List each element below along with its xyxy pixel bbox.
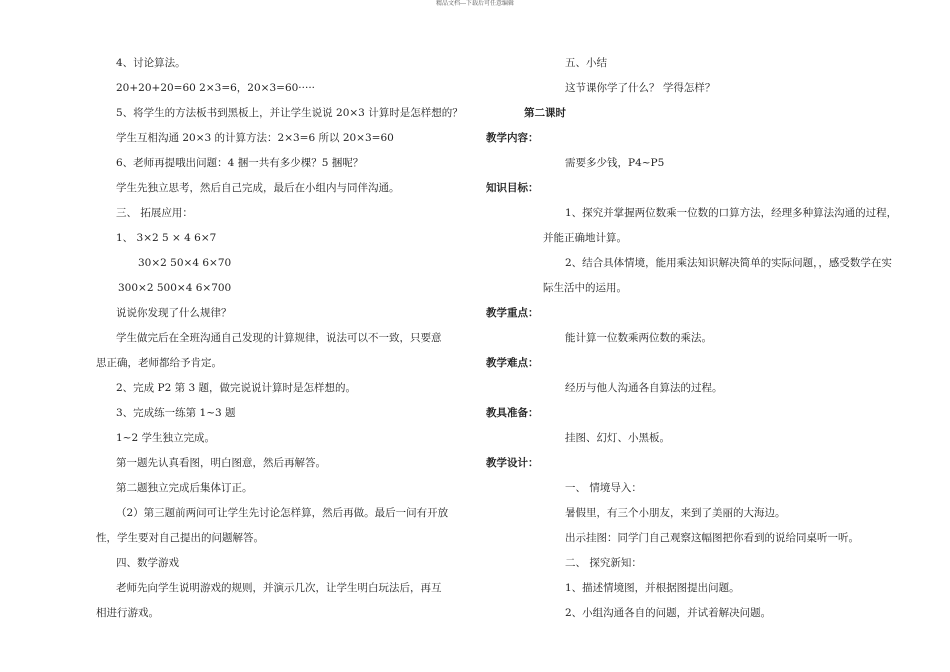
text-line: 学生先独立思考，然后自己完成，最后在小组内与同伴沟通。 bbox=[116, 182, 400, 194]
text-line: 6、老师再提哦出问题：4 捆一共有多少棵？5 捆呢？ bbox=[116, 157, 364, 169]
text-line: 性，学生要对自己提出的问题解答。 bbox=[96, 532, 264, 544]
text-line: 2、完成 P2 第 3 题，做完说说计算时是怎样想的。 bbox=[116, 382, 356, 394]
text-line: 相进行游戏。 bbox=[96, 607, 159, 619]
text-line: 说说你发现了什么规律？ bbox=[116, 307, 232, 319]
text-line: 4、讨论算法。 bbox=[116, 57, 186, 69]
section-heading: 教学设计： bbox=[486, 457, 539, 469]
text-line: 四、数学游戏 bbox=[116, 557, 179, 569]
text-line: 第一题先认真看图，明白图意，然后再解答。 bbox=[116, 457, 326, 469]
text-line: 二、 探究新知： bbox=[565, 557, 642, 569]
section-heading: 教学重点： bbox=[486, 307, 539, 319]
text-line: （2）第三题前两问可让学生先讨论怎样算，然后再做。最后一问有开放 bbox=[116, 507, 449, 519]
text-line: 2、小组沟通各自的问题，并试着解决问题。 bbox=[565, 607, 772, 619]
text-line: 际生活中的运用。 bbox=[543, 282, 627, 294]
section-heading: 知识目标： bbox=[486, 182, 539, 194]
text-line: 三、 拓展应用： bbox=[116, 207, 193, 219]
section-heading: 教学内容： bbox=[486, 132, 539, 144]
page-header: 精品文档---下载后可任意编辑 bbox=[435, 0, 515, 7]
text-line: 并能正确地计算。 bbox=[543, 232, 627, 244]
text-line: 第二题独立完成后集体订正。 bbox=[116, 482, 253, 494]
text-line: 20+20+20=60 2×3=6，20×3=60····· bbox=[116, 82, 315, 94]
text-line: 1、描述情境图，并根据图提出问题。 bbox=[565, 582, 740, 594]
text-line: 思正确，老师都给予肯定。 bbox=[96, 357, 222, 369]
text-line: 挂图、幻灯、小黑板。 bbox=[565, 432, 670, 444]
section-heading: 教具准备： bbox=[486, 407, 539, 419]
text-line: 学生做完后在全班沟通自己发现的计算规律，说法可以不一致，只要意 bbox=[116, 332, 442, 344]
text-line: 这节课你学了什么？ 学得怎样？ bbox=[565, 82, 716, 94]
text-line: 30×2 50×4 6×70 bbox=[138, 257, 232, 269]
text-line: 老师先向学生说明游戏的规则，并演示几次，让学生明白玩法后，再互 bbox=[116, 582, 442, 594]
section-heading: 教学难点： bbox=[486, 357, 539, 369]
text-line: 一、 情境导入： bbox=[565, 482, 642, 494]
text-line: 2、结合具体情境，能用乘法知识解决简单的实际问题，，感受数学在实 bbox=[565, 257, 892, 269]
text-line: 需要多少钱，P4~P5 bbox=[565, 157, 665, 169]
text-line: 学生互相沟通 20×3 的计算方法：2×3=6 所以 20×3=60 bbox=[116, 132, 394, 144]
text-line: 五、小结 bbox=[565, 57, 607, 69]
text-line: 1~2 学生独立完成。 bbox=[116, 432, 215, 444]
text-line: 出示挂图：同学门自己观察这幅图把你看到的说给同桌听一听。 bbox=[565, 532, 859, 544]
left-column bbox=[96, 51, 476, 626]
text-line: 1、探究并掌握两位数乘一位数的口算方法，经理多种算法沟通的过程， bbox=[565, 207, 898, 219]
text-line: 5、将学生的方法板书到黑板上，并让学生说说 20×3 计算时是怎样想的？ bbox=[116, 107, 463, 119]
text-line: 暑假里，有三个小朋友，来到了美丽的大海边。 bbox=[565, 507, 786, 519]
text-line: 1、 3×2 5 × 4 6×7 bbox=[116, 232, 217, 244]
text-line: 300×2 500×4 6×700 bbox=[118, 282, 232, 294]
section-heading: 第二课时 bbox=[524, 107, 566, 119]
right-column bbox=[486, 51, 926, 626]
text-line: 经历与他人沟通各自算法的过程。 bbox=[565, 382, 723, 394]
text-line: 3、完成练一练第 1~3 题 bbox=[116, 407, 236, 419]
text-line: 能计算一位数乘两位数的乘法。 bbox=[565, 332, 712, 344]
